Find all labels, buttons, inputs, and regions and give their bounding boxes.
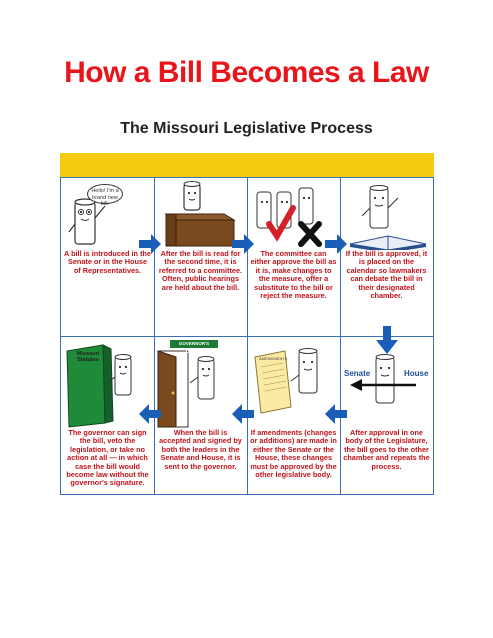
- step-caption: The committee can either approve the bill as it is, make changes to the measure, offer a substitute to the bill or reject the measure.: [250, 249, 337, 301]
- header-band: [60, 153, 434, 177]
- book-label: Missouri Statutes: [76, 351, 100, 363]
- senate-label: Senate: [344, 369, 371, 378]
- step-caption: If the bill is approved, it is placed on the calendar so lawmakers can debate the bill in their designated chamber.: [345, 249, 428, 301]
- arrow-right-icon: [325, 234, 347, 254]
- arrow-right-icon: [232, 234, 254, 254]
- office-sign: GOVERNOR'S OFFICE: [170, 340, 218, 348]
- step-caption: When the bill is accepted and signed by both the leaders in the Senate and House, it is sent to the governor.: [159, 428, 242, 471]
- paper-label: AMENDMENTS: [259, 356, 288, 361]
- step-caption: After approval in one body of the Legislature, the bill goes to the other chamber and repeats the process.: [343, 428, 430, 471]
- step-caption: The governor can sign the bill, veto the legislation, or take no action at all — in which case the bill would become law without the governor's signature.: [66, 428, 149, 488]
- speech-bubble: Hello! I'm a brand new bill.: [87, 184, 123, 204]
- step-caption: A bill is introduced in the Senate or in the House of Representatives.: [64, 249, 151, 275]
- arrow-down-icon: [376, 326, 398, 354]
- arrow-right-icon: [139, 234, 161, 254]
- process-diagram: [60, 177, 434, 495]
- house-label: House: [404, 369, 429, 378]
- flow-arrows: [61, 178, 433, 494]
- step-caption: After the bill is read for the second time, it is referred to a committee. Often, public hearings are held about the bill.: [158, 249, 243, 292]
- page-title: How a Bill Becomes a Law: [64, 56, 429, 89]
- arrow-left-icon: [232, 404, 254, 424]
- arrow-left-icon: [325, 404, 347, 424]
- step-caption: If amendments (changes or additions) are made in either the Senate or the House, these changes must be approved by the other legislative body.: [250, 428, 337, 480]
- page-subtitle: The Missouri Legislative Process: [120, 120, 373, 137]
- arrow-left-icon: [139, 404, 161, 424]
